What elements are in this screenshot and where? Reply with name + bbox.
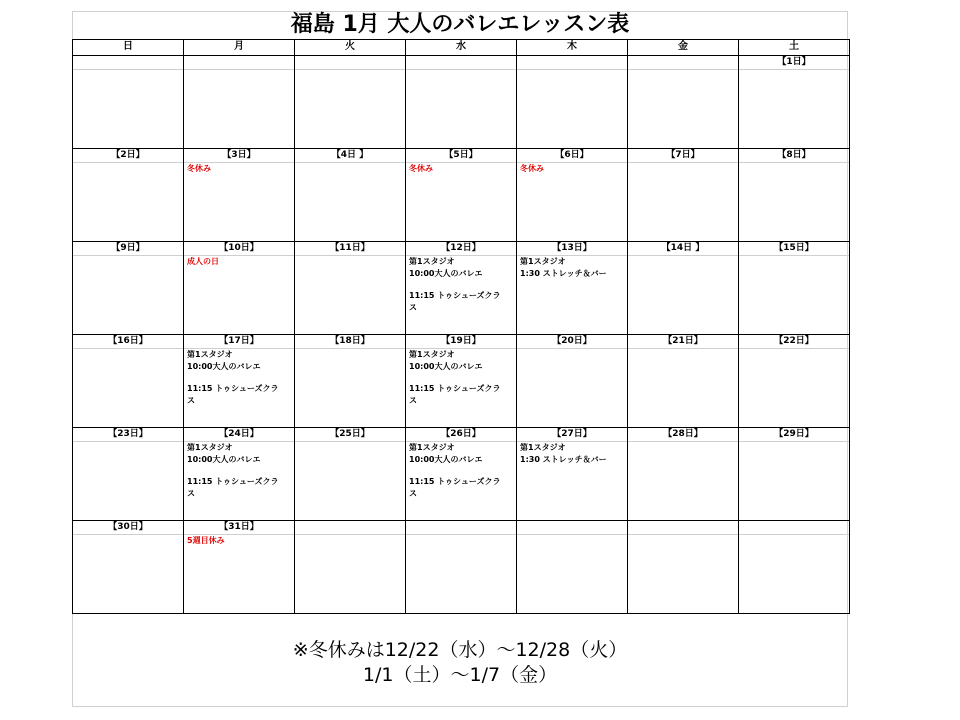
day-cell (739, 56, 850, 149)
lesson-line: ス (409, 396, 417, 405)
day-date-label: 【15日】 (739, 242, 849, 256)
holiday-note: 冬休み (520, 164, 544, 173)
day-cell (295, 149, 406, 242)
week-row (73, 56, 850, 149)
day-date-label: 【5日】 (406, 149, 516, 163)
day-cell (73, 335, 184, 428)
day-date-label: 【24日】 (184, 428, 294, 442)
lesson-line: 10:00大人のバレエ (187, 455, 261, 464)
day-date-label: 【11日】 (295, 242, 405, 256)
lesson-line (184, 373, 294, 383)
week-row (73, 149, 850, 242)
lesson-line: ス (409, 303, 417, 312)
day-cell (517, 56, 628, 149)
day-date-label: 【21日】 (628, 335, 738, 349)
lesson-line: 第1スタジオ (520, 257, 566, 266)
lesson-line: 11:15 トゥシューズクラ (409, 291, 501, 300)
day-date-label: 【3日】 (184, 149, 294, 163)
week-row (73, 335, 850, 428)
day-cell (628, 242, 739, 335)
weekday-thu: 木 (517, 40, 628, 56)
day-date-label (184, 56, 294, 70)
day-cell (295, 521, 406, 614)
lesson-line (406, 466, 516, 476)
day-cell (184, 56, 295, 149)
day-date-label: 【28日】 (628, 428, 738, 442)
day-cell (184, 428, 295, 521)
day-cell (517, 521, 628, 614)
day-cell (73, 521, 184, 614)
day-date-label: 【19日】 (406, 335, 516, 349)
holiday-note: 冬休み (409, 164, 433, 173)
lesson-line (184, 466, 294, 476)
lesson-line: 10:00大人のバレエ (409, 455, 483, 464)
day-date-label: 【12日】 (406, 242, 516, 256)
day-date-label: 【20日】 (517, 335, 627, 349)
day-cell (517, 242, 628, 335)
day-date-label: 【22日】 (739, 335, 849, 349)
weekday-sun: 日 (73, 40, 184, 56)
day-date-label: 【8日】 (739, 149, 849, 163)
day-date-label (739, 521, 849, 535)
day-date-label: 【16日】 (73, 335, 183, 349)
lesson-line: 11:15 トゥシューズクラ (187, 384, 279, 393)
week-row (73, 521, 850, 614)
day-date-label: 【29日】 (739, 428, 849, 442)
day-cell (73, 56, 184, 149)
winter-break-notice (72, 638, 848, 688)
lesson-line: 第1スタジオ (409, 350, 455, 359)
day-date-label: 【2日】 (73, 149, 183, 163)
day-cell (739, 335, 850, 428)
lesson-line: ス (187, 396, 195, 405)
day-date-label: 【17日】 (184, 335, 294, 349)
day-cell (406, 242, 517, 335)
day-date-label: 【26日】 (406, 428, 516, 442)
day-cell (517, 428, 628, 521)
day-date-label: 【10日】 (184, 242, 294, 256)
weekday-tue: 火 (295, 40, 406, 56)
day-date-label (73, 56, 183, 70)
day-cell (628, 149, 739, 242)
day-cell (628, 56, 739, 149)
notice-line-1: ※冬休みは12/22（水）～12/28（火） (292, 639, 628, 661)
day-cell (184, 242, 295, 335)
lesson-line: ス (187, 489, 195, 498)
week-row (73, 428, 850, 521)
day-date-label (517, 56, 627, 70)
holiday-note: 5週目休み (187, 536, 225, 545)
lesson-line: 11:15 トゥシューズクラ (187, 477, 279, 486)
day-cell (406, 428, 517, 521)
day-date-label (406, 521, 516, 535)
lesson-line: 10:00大人のバレエ (187, 362, 261, 371)
day-date-label (628, 56, 738, 70)
day-cell (184, 149, 295, 242)
lesson-line: 第1スタジオ (187, 443, 233, 452)
day-cell (406, 149, 517, 242)
day-date-label: 【30日】 (73, 521, 183, 535)
day-cell (406, 335, 517, 428)
day-date-label: 【13日】 (517, 242, 627, 256)
weekday-header-row (73, 40, 850, 56)
lesson-line: 第1スタジオ (409, 257, 455, 266)
calendar-table (72, 39, 850, 614)
day-cell (517, 149, 628, 242)
day-date-label (295, 56, 405, 70)
lesson-line: ス (409, 489, 417, 498)
weekday-mon: 月 (184, 40, 295, 56)
day-date-label (628, 521, 738, 535)
day-cell (739, 521, 850, 614)
page-title: 福島 1月 大人のバレエレッスン表 (290, 12, 630, 37)
notice-line-2: 1/1（土）～1/7（金） (362, 664, 558, 686)
day-date-label (295, 521, 405, 535)
day-cell (295, 335, 406, 428)
lesson-line: 1:30 ストレッチ＆バー (520, 455, 607, 464)
day-cell (739, 149, 850, 242)
lesson-line: 11:15 トゥシューズクラ (409, 384, 501, 393)
lesson-line: 10:00大人のバレエ (409, 269, 483, 278)
week-row (73, 242, 850, 335)
lesson-line: 第1スタジオ (520, 443, 566, 452)
holiday-note: 成人の日 (187, 257, 219, 266)
weekday-fri: 金 (628, 40, 739, 56)
day-date-label (406, 56, 516, 70)
day-date-label: 【7日】 (628, 149, 738, 163)
day-date-label: 【25日】 (295, 428, 405, 442)
day-cell (517, 335, 628, 428)
day-date-label: 【18日】 (295, 335, 405, 349)
day-cell (628, 521, 739, 614)
day-cell (73, 428, 184, 521)
lesson-line (406, 373, 516, 383)
day-cell (628, 335, 739, 428)
weekday-wed: 水 (406, 40, 517, 56)
day-cell (184, 335, 295, 428)
day-date-label: 【9日】 (73, 242, 183, 256)
day-cell (73, 149, 184, 242)
day-cell (73, 242, 184, 335)
day-cell (628, 428, 739, 521)
lesson-line: 第1スタジオ (187, 350, 233, 359)
day-cell (406, 56, 517, 149)
lesson-line: 1:30 ストレッチ＆バー (520, 269, 607, 278)
day-cell (184, 521, 295, 614)
day-date-label: 【1日】 (739, 56, 849, 70)
day-date-label: 【23日】 (73, 428, 183, 442)
lesson-line: 第1スタジオ (409, 443, 455, 452)
day-date-label: 【31日】 (184, 521, 294, 535)
holiday-note: 冬休み (187, 164, 211, 173)
day-date-label: 【14日 】 (628, 242, 738, 256)
day-date-label: 【6日】 (517, 149, 627, 163)
day-date-label: 【27日】 (517, 428, 627, 442)
day-cell (295, 56, 406, 149)
day-cell (295, 428, 406, 521)
day-cell (406, 521, 517, 614)
day-cell (295, 242, 406, 335)
day-date-label (517, 521, 627, 535)
lesson-line: 10:00大人のバレエ (409, 362, 483, 371)
day-cell (739, 428, 850, 521)
day-date-label: 【4日 】 (295, 149, 405, 163)
lesson-line (406, 280, 516, 290)
lesson-line: 11:15 トゥシューズクラ (409, 477, 501, 486)
weekday-sat: 土 (739, 40, 850, 56)
day-cell (739, 242, 850, 335)
